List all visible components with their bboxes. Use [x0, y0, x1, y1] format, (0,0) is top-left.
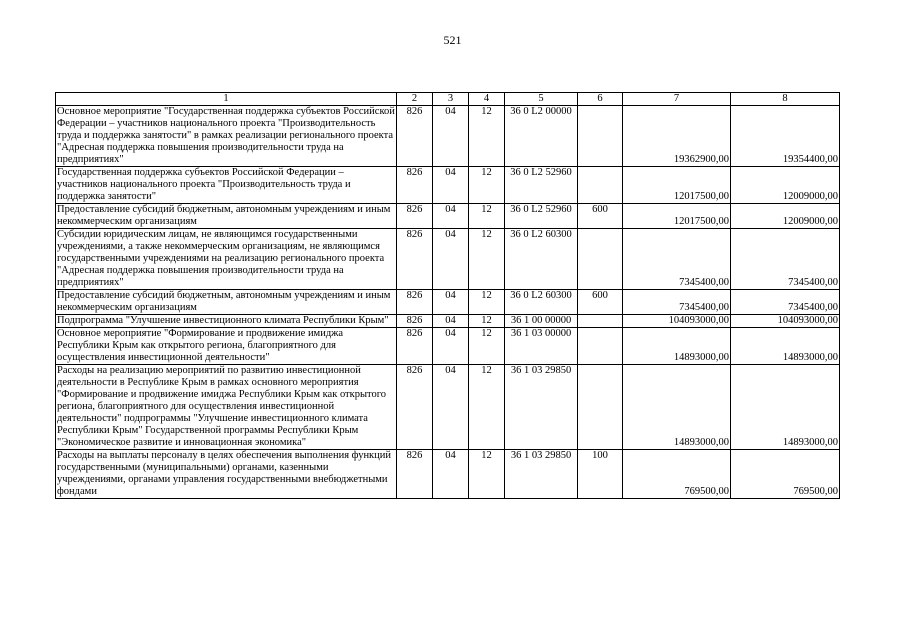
row-code-2: 826	[397, 229, 433, 290]
row-code-5: 36 1 03 29850	[505, 450, 578, 499]
row-code-3: 04	[433, 365, 469, 450]
row-amount-7: 769500,00	[623, 450, 731, 499]
row-amount-8: 104093000,00	[731, 315, 840, 328]
row-code-5: 36 0 L2 60300	[505, 229, 578, 290]
row-code-3: 04	[433, 450, 469, 499]
row-code-5: 36 0 L2 52960	[505, 204, 578, 229]
column-header: 5	[505, 93, 578, 106]
row-code-4: 12	[469, 365, 505, 450]
row-name: Подпрограмма "Улучшение инвестиционного климата Республики Крым"	[56, 315, 397, 328]
column-header: 4	[469, 93, 505, 106]
row-code-3: 04	[433, 106, 469, 167]
column-header: 1	[56, 93, 397, 106]
row-code-6	[578, 229, 623, 290]
row-amount-8: 12009000,00	[731, 204, 840, 229]
row-code-6: 600	[578, 204, 623, 229]
column-header: 6	[578, 93, 623, 106]
table-row	[56, 290, 840, 315]
row-code-6: 600	[578, 290, 623, 315]
row-name: Субсидии юридическим лицам, не являющимся государственными учреждениями, а также некоммерческим организациям, не являющимся государственными учреждениями на реализацию регионального проекта "Адресная поддержка повышения производительности труда на предприятиях"	[56, 229, 397, 290]
row-code-2: 826	[397, 106, 433, 167]
row-code-4: 12	[469, 167, 505, 204]
row-code-2: 826	[397, 290, 433, 315]
row-code-2: 826	[397, 204, 433, 229]
row-name: Расходы на выплаты персоналу в целях обеспечения выполнения функций государственными (муниципальными) органами, казенными учреждениями, органами управления государственными внебюджетными фондами	[56, 450, 397, 499]
row-amount-7: 14893000,00	[623, 365, 731, 450]
budget-table	[55, 92, 840, 499]
row-name: Расходы на реализацию мероприятий по развитию инвестиционной деятельности в Республике Крым в рамках основного мероприятия "Формирование и продвижение имиджа Республики Крым как открытого региона, благоприятного для осуществления инвестиционной деятельности" подпрограммы "Улучшение инвестиционного климата Республики Крым" Государственной программы Республики Крым "Экономическое развитие и инновационная экономика"	[56, 365, 397, 450]
row-code-6	[578, 315, 623, 328]
row-code-2: 826	[397, 328, 433, 365]
row-name: Предоставление субсидий бюджетным, автономным учреждениям и иным некоммерческим организациям	[56, 204, 397, 229]
row-code-3: 04	[433, 315, 469, 328]
row-name: Государственная поддержка субъектов Российской Федерации – участников национального проекта "Производительность труда и поддержка занятости"	[56, 167, 397, 204]
row-amount-7: 7345400,00	[623, 229, 731, 290]
row-code-2: 826	[397, 450, 433, 499]
row-code-6	[578, 167, 623, 204]
table-row	[56, 204, 840, 229]
table-row	[56, 328, 840, 365]
row-code-6	[578, 365, 623, 450]
row-amount-8: 7345400,00	[731, 290, 840, 315]
table-row	[56, 365, 840, 450]
row-amount-7: 12017500,00	[623, 204, 731, 229]
row-code-2: 826	[397, 315, 433, 328]
table-row	[56, 450, 840, 499]
column-header: 8	[731, 93, 840, 106]
row-amount-8: 19354400,00	[731, 106, 840, 167]
row-code-2: 826	[397, 167, 433, 204]
row-amount-7: 104093000,00	[623, 315, 731, 328]
row-code-4: 12	[469, 204, 505, 229]
row-code-5: 36 1 03 29850	[505, 365, 578, 450]
row-code-6	[578, 328, 623, 365]
table-row	[56, 106, 840, 167]
row-code-3: 04	[433, 290, 469, 315]
row-code-4: 12	[469, 328, 505, 365]
row-code-3: 04	[433, 229, 469, 290]
row-code-4: 12	[469, 290, 505, 315]
row-amount-7: 19362900,00	[623, 106, 731, 167]
row-amount-8: 14893000,00	[731, 328, 840, 365]
row-code-2: 826	[397, 365, 433, 450]
column-header: 2	[397, 93, 433, 106]
row-code-3: 04	[433, 204, 469, 229]
row-code-5: 36 0 L2 52960	[505, 167, 578, 204]
table-header-row	[56, 93, 840, 106]
row-code-6	[578, 106, 623, 167]
row-code-5: 36 1 00 00000	[505, 315, 578, 328]
row-amount-8: 14893000,00	[731, 365, 840, 450]
row-code-4: 12	[469, 450, 505, 499]
row-code-5: 36 0 L2 00000	[505, 106, 578, 167]
row-amount-8: 12009000,00	[731, 167, 840, 204]
row-amount-8: 7345400,00	[731, 229, 840, 290]
row-code-4: 12	[469, 315, 505, 328]
column-header: 3	[433, 93, 469, 106]
page-number: 521	[443, 33, 462, 47]
row-amount-7: 7345400,00	[623, 290, 731, 315]
row-code-4: 12	[469, 106, 505, 167]
row-name: Предоставление субсидий бюджетным, автономным учреждениям и иным некоммерческим организациям	[56, 290, 397, 315]
table-row	[56, 167, 840, 204]
row-code-6: 100	[578, 450, 623, 499]
row-code-5: 36 0 L2 60300	[505, 290, 578, 315]
row-amount-8: 769500,00	[731, 450, 840, 499]
row-amount-7: 14893000,00	[623, 328, 731, 365]
row-name: Основное мероприятие "Формирование и продвижение имиджа Республики Крым как открытого региона, благоприятного для осуществления инвестиционной деятельности"	[56, 328, 397, 365]
row-code-3: 04	[433, 328, 469, 365]
row-code-4: 12	[469, 229, 505, 290]
table-row	[56, 229, 840, 290]
column-header: 7	[623, 93, 731, 106]
row-amount-7: 12017500,00	[623, 167, 731, 204]
table-row	[56, 315, 840, 328]
row-code-3: 04	[433, 167, 469, 204]
row-name: Основное мероприятие "Государственная поддержка субъектов Российской Федерации – участников национального проекта "Производительность труда и поддержка занятости" в рамках реализации регионального проекта "Адресная поддержка повышения производительности труда на предприятиях"	[57, 106, 395, 165]
row-code-5: 36 1 03 00000	[505, 328, 578, 365]
